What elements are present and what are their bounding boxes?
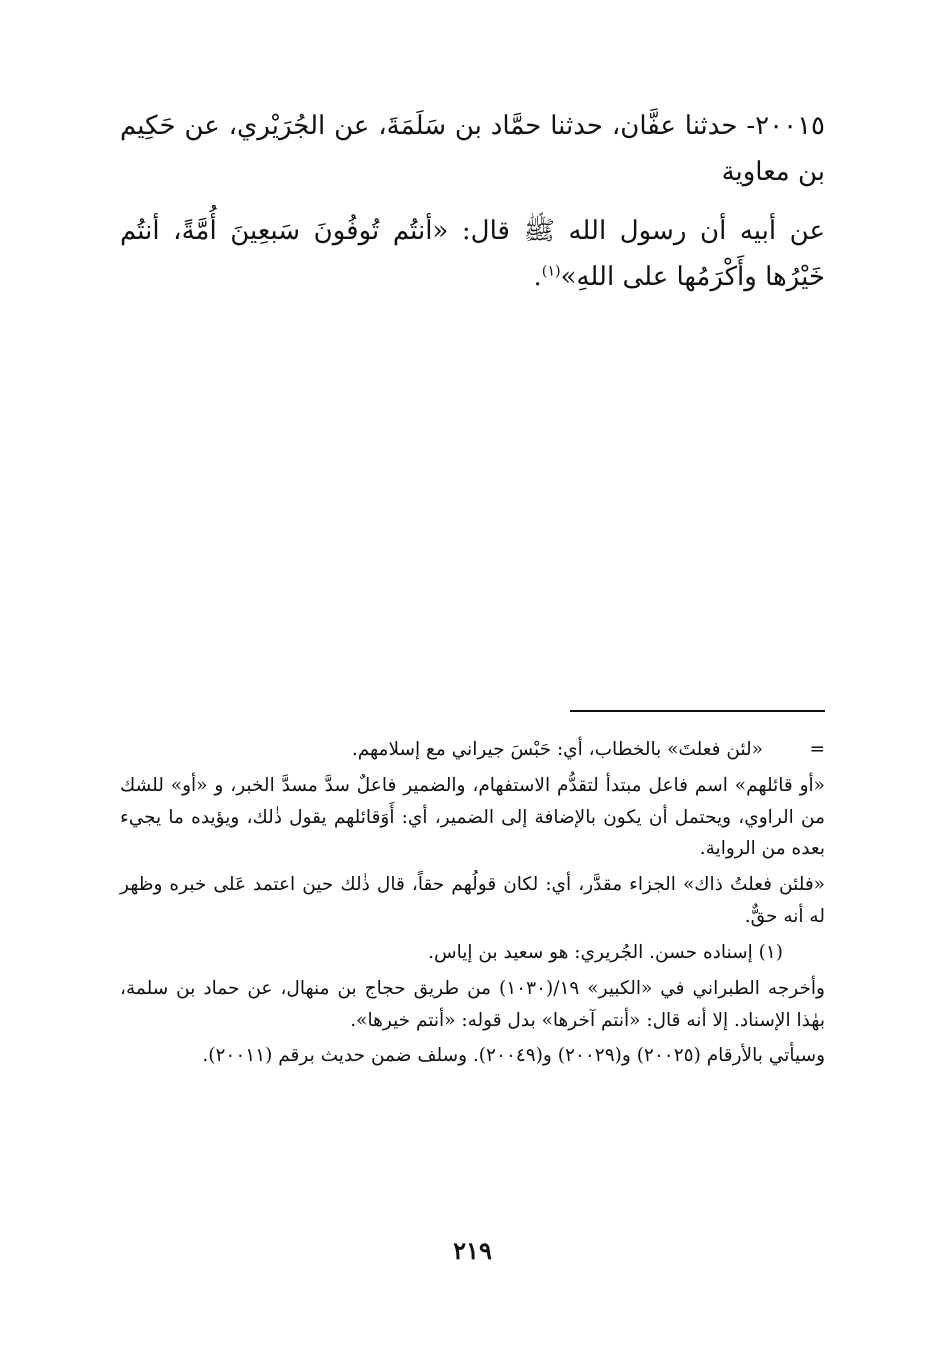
hadith-matn-text: عن أبيه أن رسول الله ﷺ قال: «أنتُم تُوفُونَ سَبعِينَ أُمَّةً، أنتُم خَيْرُها وأَكْرَمُها على اللهِ» [120, 216, 825, 292]
page-number: ٢١٩ [453, 1236, 492, 1265]
footnote-separator [570, 710, 825, 712]
hadith-end-mark: . [533, 261, 542, 292]
hadith-isnad: ٢٠٠١٥- حدثنا عفَّان، حدثنا حمَّاد بن سَلَمَةَ، عن الجُرَيْري، عن حَكِيم بن معاوية [120, 111, 825, 187]
footnote-1-crossref: وسيأتي بالأرقام (٢٠٠٢٥) و(٢٠٠٢٩) و(٢٠٠٤٩). وسلف ضمن حديث برقم (٢٠٠١١). [202, 1045, 825, 1067]
footnote-ref: (١) [541, 262, 561, 279]
page [120, 104, 825, 1284]
footnotes [120, 734, 825, 1076]
footnote-paragraph: «أو قائلهم» اسم فاعل مبتدأ لتقدُّم الاستفهام، والضمير فاعلٌ سدَّ مسدَّ الخبر، و «أو» للشك من الراوي، ويحتمل أن يكون بالإضافة إلى الضمير، أي: أَوَقائلهم يقول ذٰلك، ويؤيده ما يجيء بعده من الرواية. [120, 774, 825, 860]
footnote-1-source: وأخرجه الطبراني في «الكبير» ١٩/(١٠٣٠) من طريق حجاج بن منهال، عن حماد بن سلمة، بهٰذا الإسناد. إلا أنه قال: «أنتم آخرها» بدل قوله: «أنتم خيرها». [120, 977, 825, 1031]
footnote-1: (١) إسناده حسن. الجُريري: هو سعيد بن إياس. [428, 941, 783, 963]
continuation-text: «لئن فعلتَ» بالخطاب، أي: حَبْسَ جيراني مع إسلامهم. [351, 739, 763, 760]
footnote-paragraph: «فلئن فعلتُ ذاك» الجزاء مقدَّر، أي: لكان قولُهم حقاً، قال ذٰلك حين اعتمد عَلى خبره وظهر له أنه حقٌّ. [120, 874, 825, 928]
hadith-matn [120, 209, 825, 300]
footnote-continuation [120, 734, 825, 766]
continuation-mark: = [809, 739, 825, 760]
hadith-text [120, 104, 825, 300]
